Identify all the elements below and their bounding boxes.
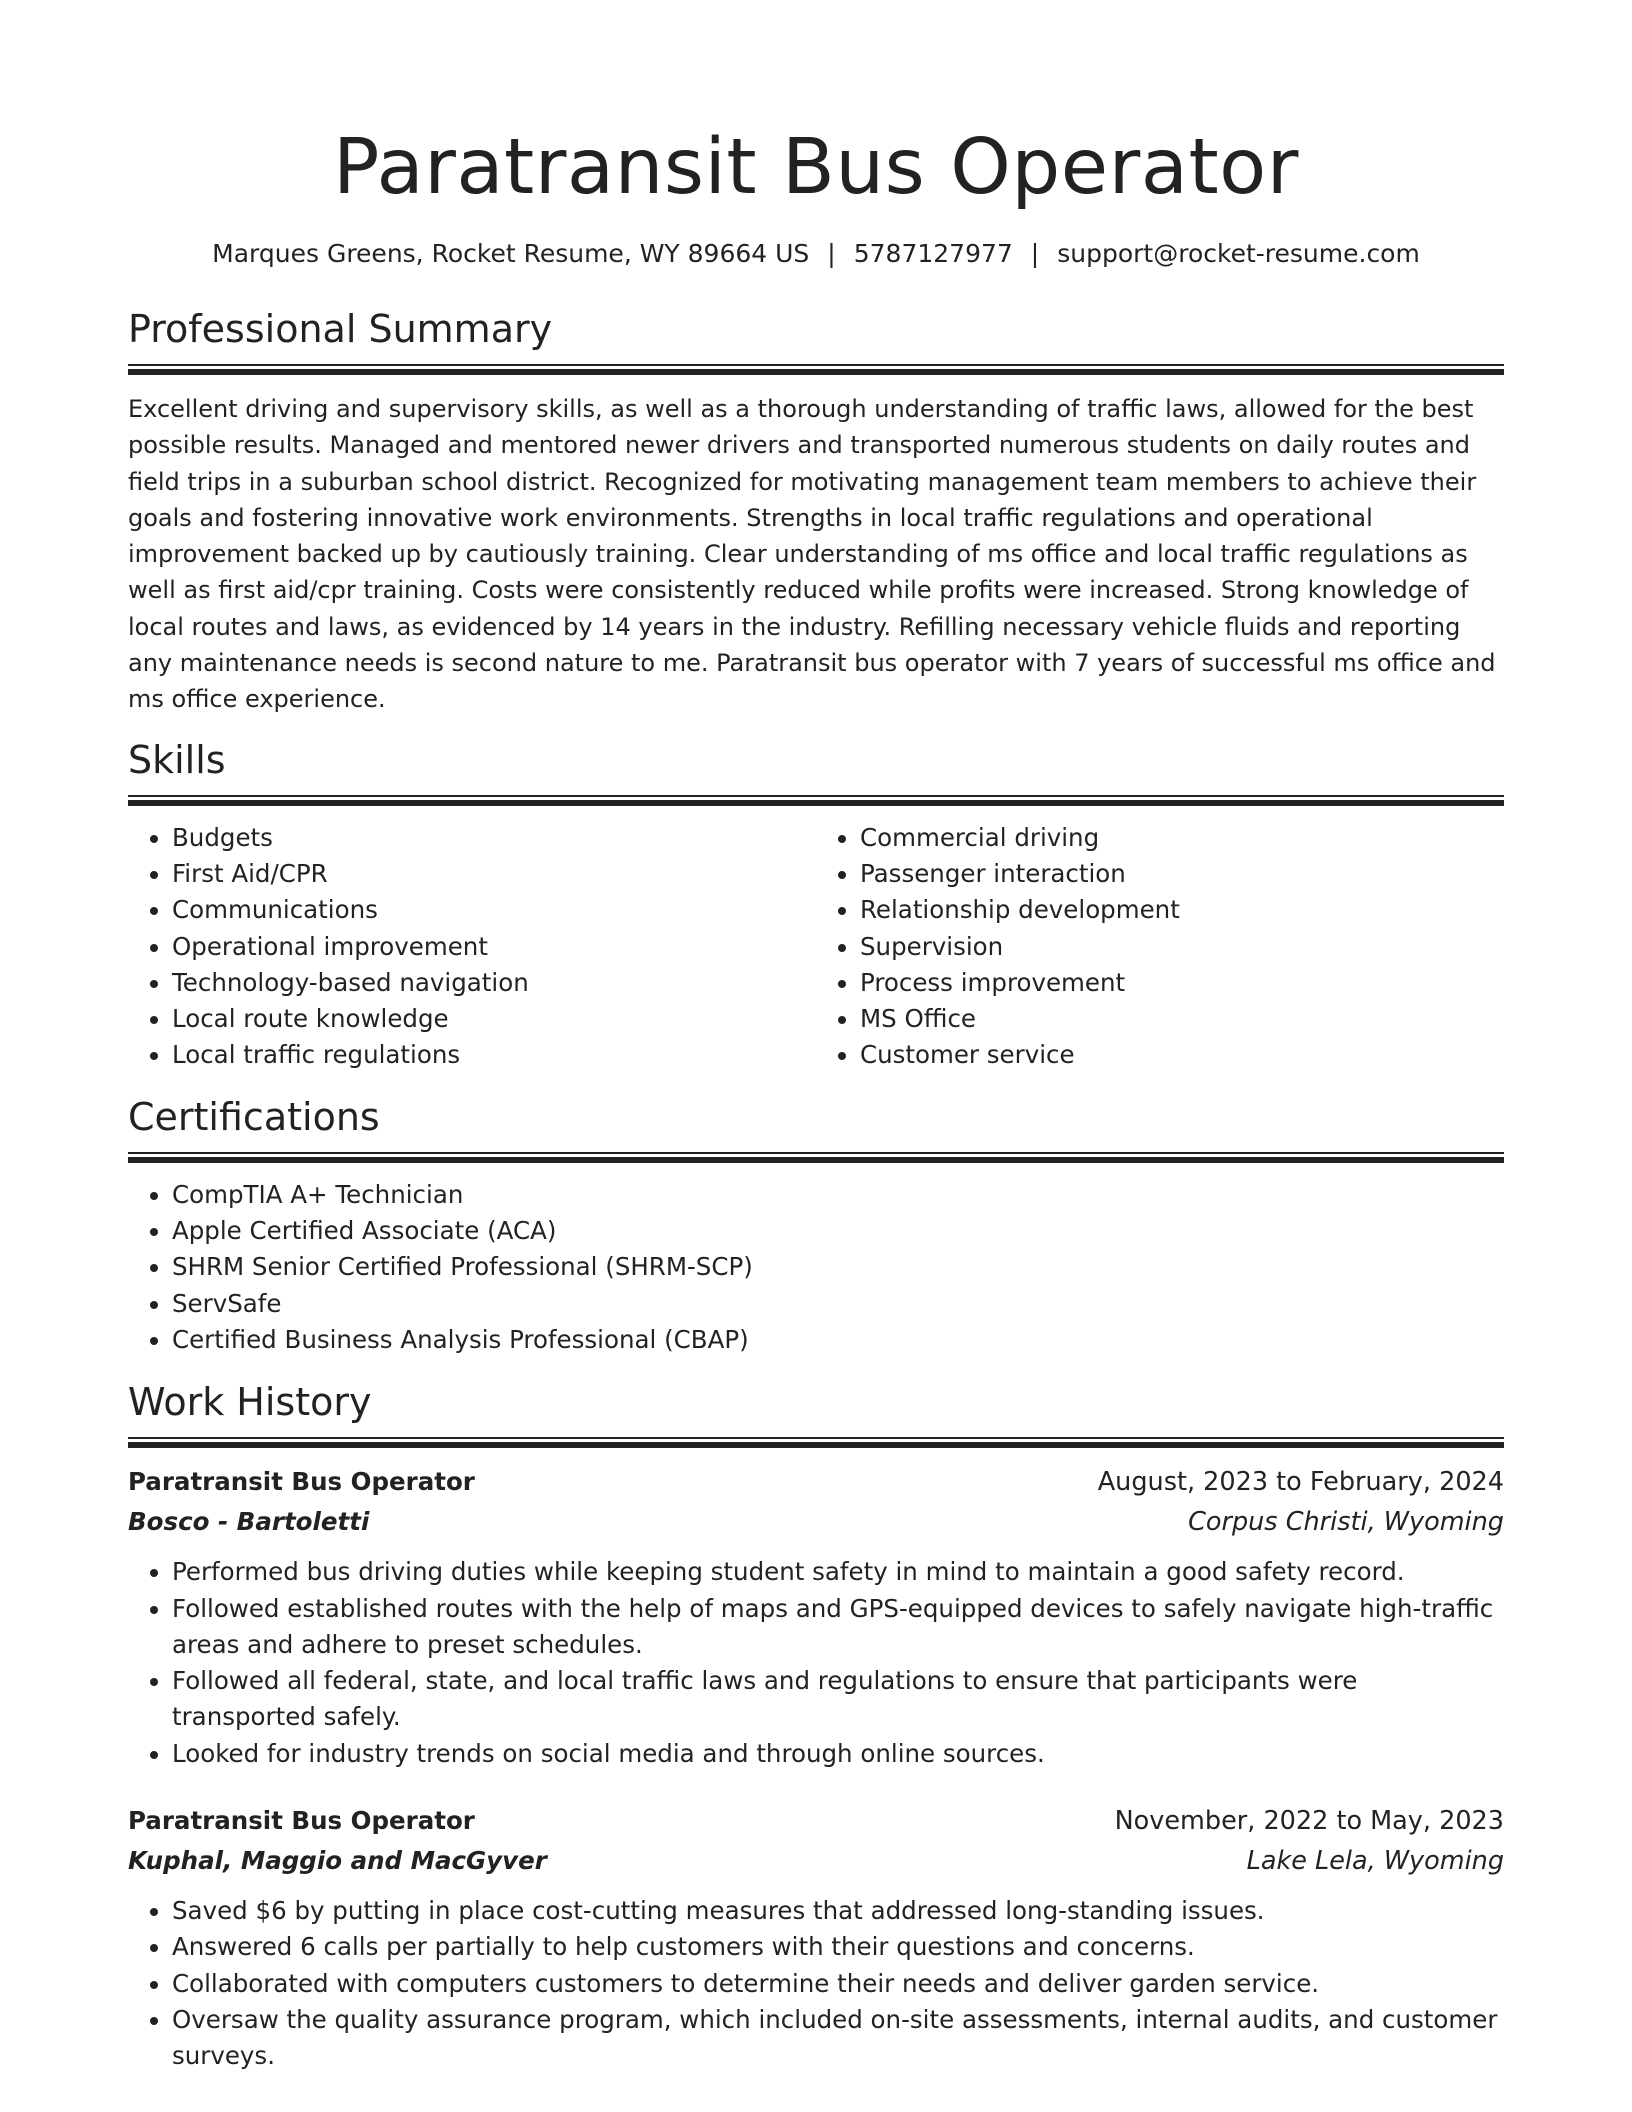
job-header bbox=[128, 1462, 1504, 1502]
list-item: • Saved $6 by putting in place cost-cutting measures that addressed long-standing issues. bbox=[172, 1893, 1504, 1929]
section-divider bbox=[128, 795, 1504, 806]
job-subheader bbox=[128, 1841, 1504, 1881]
job-company: Bosco - Bartoletti bbox=[128, 1507, 370, 1537]
job-title: Paratransit Bus Operator bbox=[128, 1467, 475, 1497]
contact-separator: | bbox=[827, 239, 836, 268]
skills-grid bbox=[128, 820, 1504, 1074]
skills-section bbox=[128, 735, 1504, 1074]
list-item: • Answered 6 calls per partially to help customers with their questions and concerns. bbox=[172, 1929, 1504, 1965]
list-item: • MS Office bbox=[860, 1001, 1504, 1037]
list-item: • Performed bus driving duties while keeping student safety in mind to maintain a good safety record. bbox=[172, 1554, 1504, 1590]
list-item: • Local traffic regulations bbox=[172, 1037, 816, 1073]
list-item: • Customer service bbox=[860, 1037, 1504, 1073]
contact-address: Marques Greens, Rocket Resume, WY 89664 US bbox=[212, 239, 810, 268]
list-item: • Followed established routes with the help of maps and GPS-equipped devices to safely navigate high-traffic areas and adhere to preset schedules. bbox=[172, 1591, 1504, 1664]
list-item: • Oversaw the quality assurance program, which included on-site assessments, internal audits, and customer surveys. bbox=[172, 2002, 1504, 2075]
job-company: Kuphal, Maggio and MacGyver bbox=[128, 1846, 547, 1876]
list-item: • Certified Business Analysis Professional (CBAP) bbox=[172, 1322, 1504, 1358]
job-location: Corpus Christi, Wyoming bbox=[1188, 1507, 1504, 1538]
skills-list-right bbox=[816, 820, 1504, 1074]
certifications-section bbox=[128, 1092, 1504, 1358]
list-item: • ServSafe bbox=[172, 1286, 1504, 1322]
work-history-section bbox=[128, 1377, 1504, 2074]
section-divider bbox=[128, 364, 1504, 375]
contact-email: support@rocket-resume.com bbox=[1057, 239, 1420, 268]
list-item: • Collaborated with computers customers to determine their needs and deliver garden service. bbox=[172, 1966, 1504, 2002]
list-item: • Passenger interaction bbox=[860, 856, 1504, 892]
job-dates: November, 2022 to May, 2023 bbox=[1114, 1806, 1504, 1837]
summary-text: Excellent driving and supervisory skills, as well as a thorough understanding of traffic laws, allowed for the best possible results. Managed and mentored newer drivers and transported numerous students on daily routes and field trips in a suburban school district. Recognized for motivating management team members to achieve their goals and fostering innovative work environments. Strengths in local traffic regulations and operational improvement backed up by cautiously training. Clear understanding of ms office and local traffic regulations as well as first aid/cpr training. Costs were consistently reduced while profits were increased. Strong knowledge of local routes and laws, as evidenced by 14 years in the industry. Refilling necessary vehicle fluids and reporting any maintenance needs is second nature to me. Paratransit bus operator with 7 years of successful ms office and ms office experience. bbox=[128, 395, 1496, 714]
list-item: • SHRM Senior Certified Professional (SHRM-SCP) bbox=[172, 1249, 1504, 1285]
job-dates: August, 2023 to February, 2024 bbox=[1097, 1467, 1504, 1498]
section-divider bbox=[128, 1152, 1504, 1163]
list-item: • Looked for industry trends on social media and through online sources. bbox=[172, 1736, 1504, 1772]
list-item: • Supervision bbox=[860, 929, 1504, 965]
list-item: • Relationship development bbox=[860, 892, 1504, 928]
list-item: • Apple Certified Associate (ACA) bbox=[172, 1213, 1504, 1249]
contact-line bbox=[128, 237, 1504, 271]
job-duties-list bbox=[128, 1554, 1504, 1772]
list-item: • Communications bbox=[172, 892, 816, 928]
job-entry bbox=[128, 1801, 1504, 2074]
list-item: • Followed all federal, state, and local traffic laws and regulations to ensure that participants were transported safely. bbox=[172, 1663, 1504, 1736]
contact-separator: | bbox=[1030, 239, 1040, 268]
list-item: • First Aid/CPR bbox=[172, 856, 816, 892]
list-item: • Commercial driving bbox=[860, 820, 1504, 856]
certifications-list bbox=[128, 1177, 1504, 1358]
job-entry bbox=[128, 1462, 1504, 1772]
list-item: • Budgets bbox=[172, 820, 816, 856]
job-title: Paratransit Bus Operator bbox=[128, 1806, 475, 1836]
job-duties-list bbox=[128, 1893, 1504, 2074]
section-heading: Professional Summary bbox=[128, 307, 553, 351]
list-item: • Operational improvement bbox=[172, 929, 816, 965]
list-item: • Local route knowledge bbox=[172, 1001, 816, 1037]
section-heading: Work History bbox=[128, 1380, 372, 1425]
skills-list-left bbox=[128, 820, 816, 1074]
job-header bbox=[128, 1801, 1504, 1841]
section-heading: Skills bbox=[128, 737, 226, 782]
job-location: Lake Lela, Wyoming bbox=[1246, 1846, 1504, 1877]
section-divider bbox=[128, 1437, 1504, 1448]
list-item: • Technology-based navigation bbox=[172, 965, 816, 1001]
job-subheader bbox=[128, 1502, 1504, 1542]
summary-section bbox=[128, 304, 1504, 718]
list-item: • CompTIA A+ Technician bbox=[172, 1177, 1504, 1213]
contact-phone: 5787127977 bbox=[853, 239, 1013, 268]
section-heading: Certifications bbox=[128, 1094, 380, 1139]
resume-title: Paratransit Bus Operator bbox=[333, 123, 1299, 212]
list-item: • Process improvement bbox=[860, 965, 1504, 1001]
